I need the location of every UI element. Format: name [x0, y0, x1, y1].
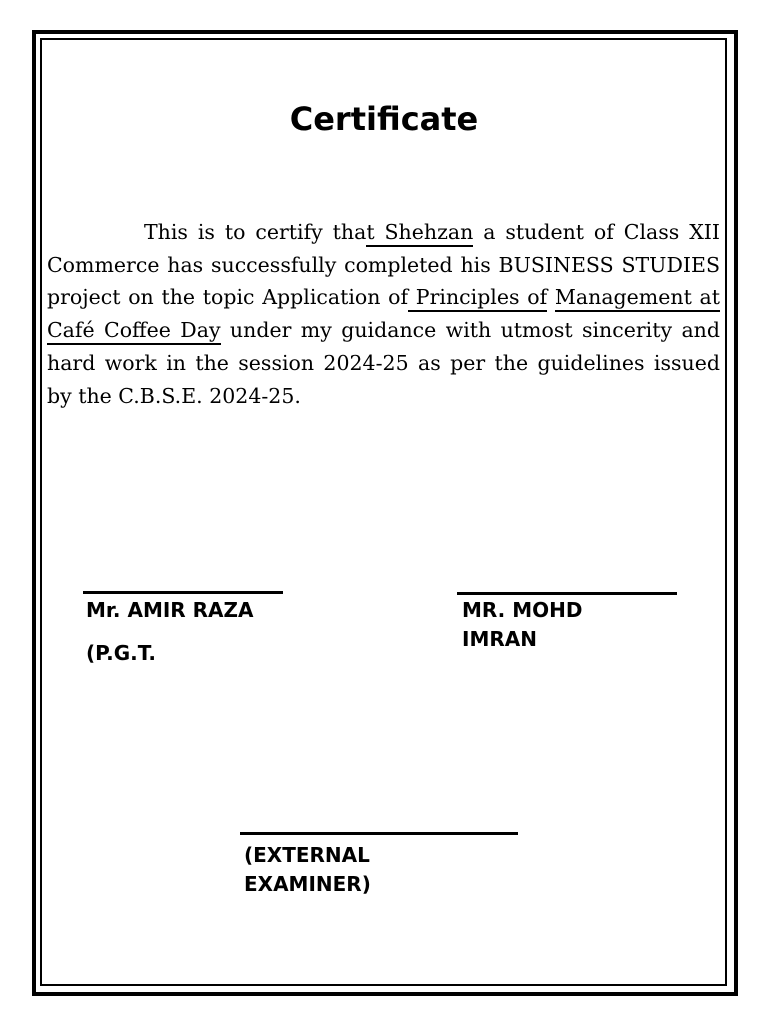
project-topic-line-1: Principles of	[408, 285, 547, 312]
project-topic-line-2: Management at Café Coffee Day	[47, 285, 720, 345]
teacher-signature-block	[86, 596, 326, 668]
teacher-name: Mr. AMIR RAZA	[86, 598, 254, 622]
teacher-designation: (P.G.T.	[86, 641, 156, 665]
certificate-body	[47, 216, 720, 412]
student-name: t Shehzan	[366, 220, 473, 247]
body-part-1: This is to certify tha	[144, 220, 367, 244]
principal-name: MR. MOHD IMRAN	[462, 598, 583, 651]
external-examiner-label: (EXTERNAL EXAMINER)	[244, 843, 371, 896]
external-examiner-signature-line	[240, 832, 518, 835]
certificate-title: Certificate	[289, 100, 479, 138]
body-part-3: under my guidance with utmost sincerity and hard work in the session 2024-25 as per the guidelines issued by the C.B.S.E. 2024-25.	[47, 318, 720, 408]
principal-signature-line	[457, 592, 677, 595]
body-part-2: a student of Class XII Commerce has successfully completed his BUSINESS STUDIES project on the topic Application of	[47, 220, 720, 310]
teacher-signature-line	[83, 591, 283, 594]
